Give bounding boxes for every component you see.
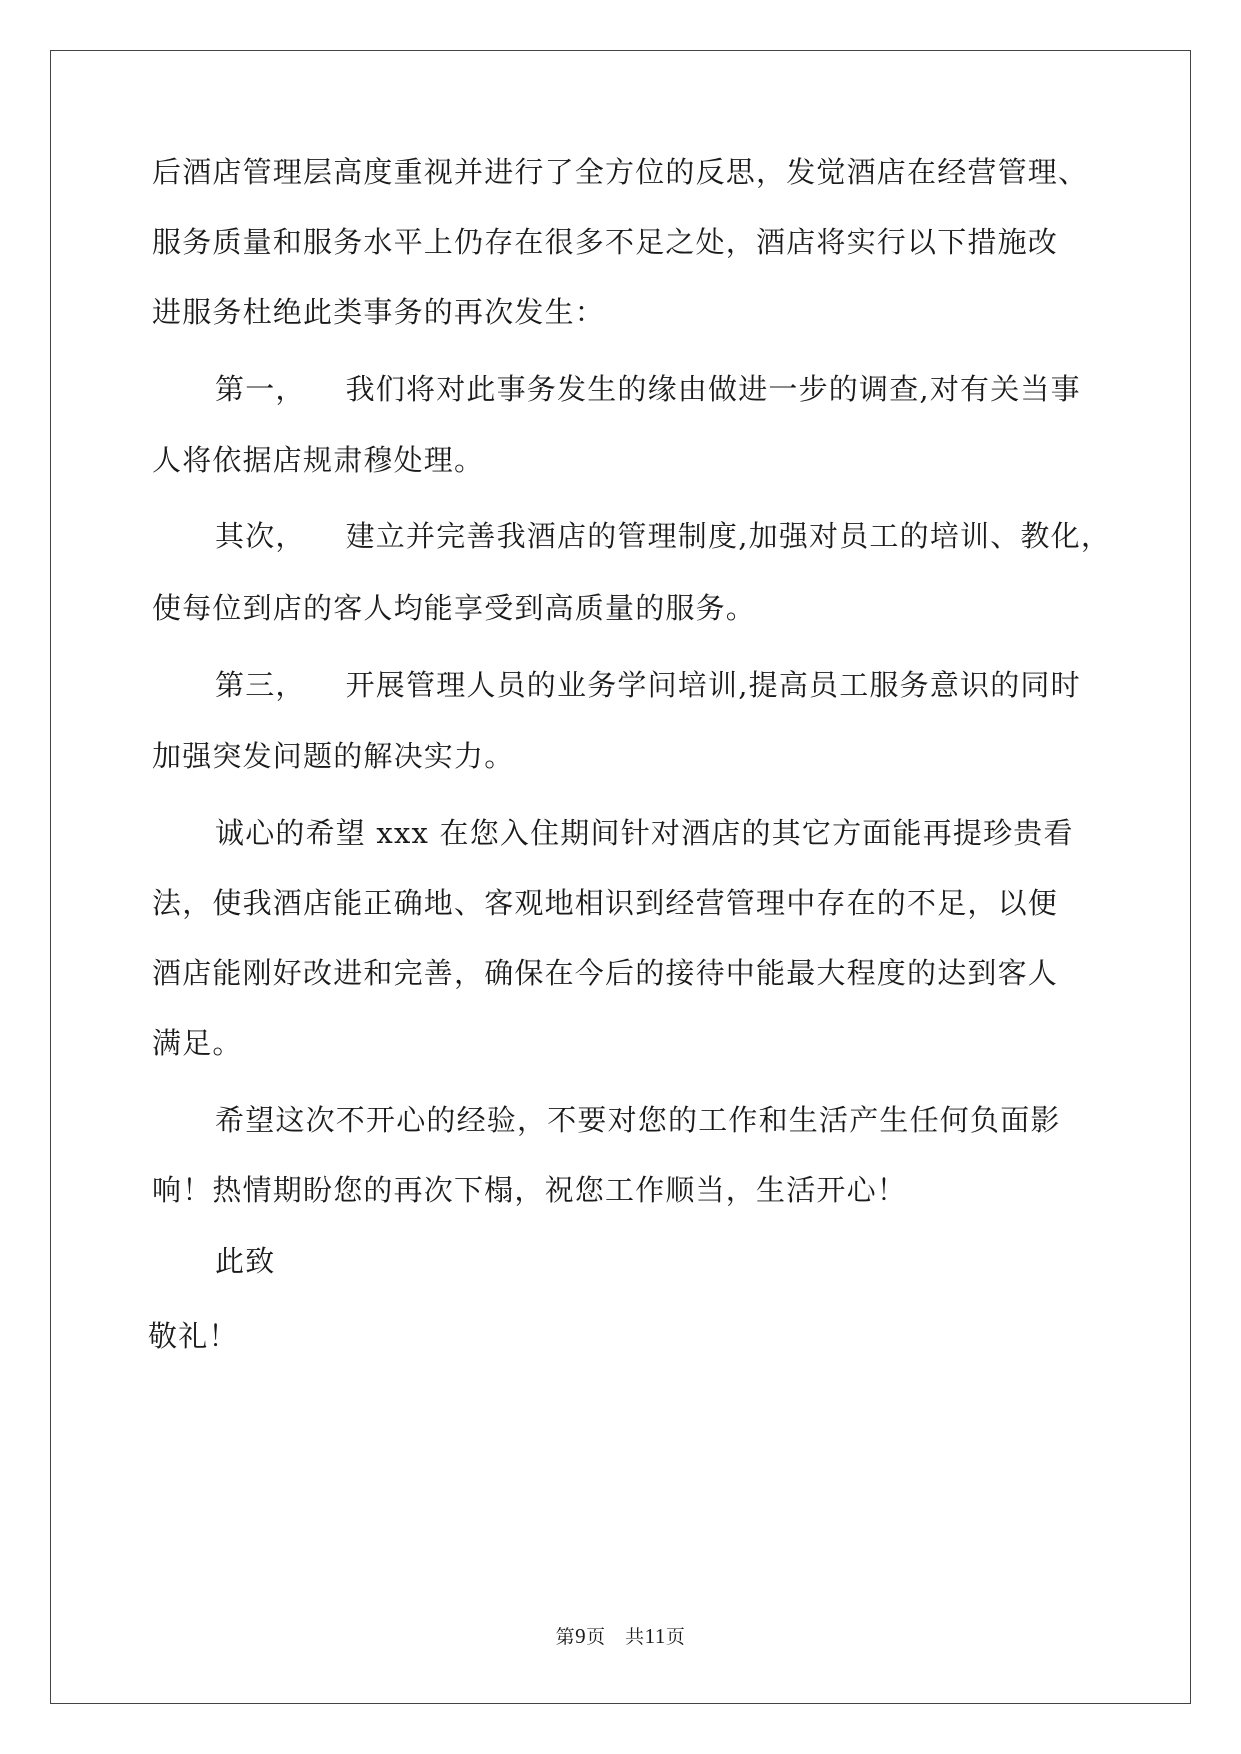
paragraph-line: 服务质量和服务水平上仍存在很多不足之处，酒店将实行以下措施改 [152,225,1059,259]
page-number-footer [0,1624,1241,1649]
point-one-text: 我们将对此事务发生的缘由做进一步的调查,对有关当事 [345,372,1081,406]
paragraph-line: 响！热情期盼您的再次下榻，祝您工作顺当，生活开心！ [152,1173,908,1207]
paragraph-line: 诚心的希望 xxx 在您入住期间针对酒店的其它方面能再提珍贵看 [215,816,1074,850]
footer-mid: 页 共 [586,1626,645,1648]
point-three-text: 开展管理人员的业务学问培训,提高员工服务意识的同时 [345,668,1081,702]
point-two-label: 其次， [215,519,306,553]
point-two-line [215,516,1111,556]
paragraph-line: 后酒店管理层高度重视并进行了全方位的反思，发觉酒店在经营管理、 [152,155,1089,189]
paragraph-line: 进服务杜绝此类事务的再次发生： [152,295,606,329]
paragraph-line: 酒店能刚好改进和完善，确保在今后的接待中能最大程度的达到客人 [152,956,1059,990]
paragraph-line: 希望这次不开心的经验，不要对您的工作和生活产生任何负面影 [215,1103,1061,1137]
point-three-line [215,665,1081,705]
footer-total-pages: 11 [644,1624,666,1648]
paragraph-line: 使每位到店的客人均能享受到高质量的服务。 [152,591,757,625]
paragraph-line: 人将依据店规肃穆处理。 [152,443,485,477]
footer-page-number: 9 [575,1624,587,1648]
point-one-line [215,369,1081,409]
point-one-label: 第一， [215,372,306,406]
closing-greeting: 此致 [215,1244,276,1278]
closing-salute: 敬礼！ [148,1319,239,1353]
footer-prefix: 第 [555,1626,576,1648]
paragraph-line: 满足。 [152,1026,243,1060]
paragraph-line: 法，使我酒店能正确地、客观地相识到经营管理中存在的不足，以便 [152,886,1059,920]
point-two-text: 建立并完善我酒店的管理制度,加强对员工的培训、教化， [345,519,1112,553]
footer-suffix: 页 [665,1626,686,1648]
point-three-label: 第三， [215,668,306,702]
paragraph-line: 加强突发问题的解决实力。 [152,739,515,773]
